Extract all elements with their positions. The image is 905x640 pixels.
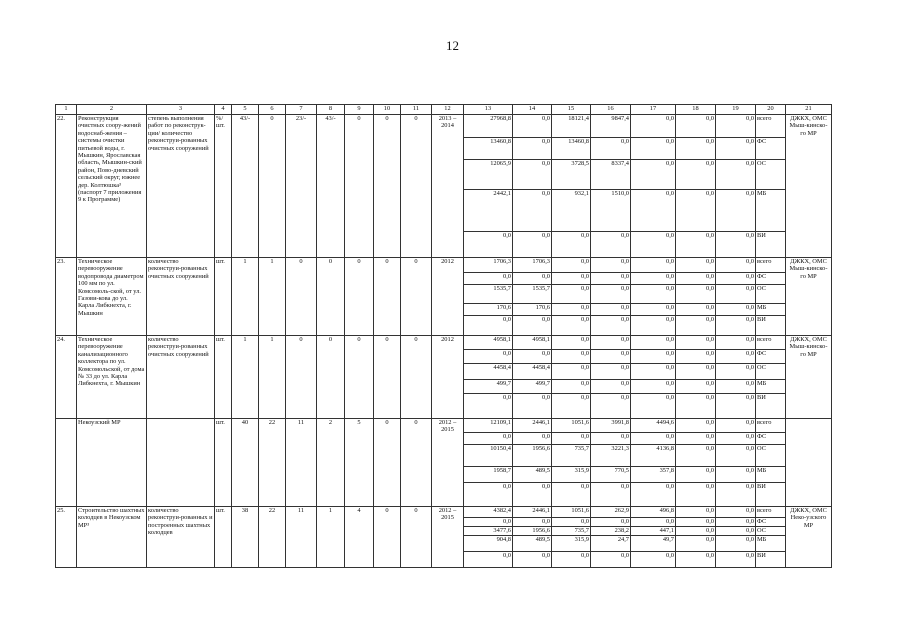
column-header: 21 [786,105,832,115]
amount-cell: 0,0 [552,258,591,273]
amount-cell: 0,0 [676,285,716,304]
amount-cell: 0,0 [676,138,716,160]
amount-cell: 0,0 [591,518,631,527]
amount-cell: 0,0 [631,380,676,394]
amount-cell: 170,6 [464,304,513,316]
funding-source: ВИ [756,394,786,419]
amount-cell: 0,0 [716,433,756,445]
amount-cell: 0,0 [513,552,552,568]
amount-cell: 0,0 [631,232,676,258]
amount-cell: 0,0 [513,483,552,507]
value-col10: 0 [374,419,401,507]
amount-cell: 0,0 [464,433,513,445]
amount-cell: 0,0 [676,273,716,285]
value-col9: 0 [345,258,374,336]
amount-cell: 4136,8 [631,445,676,467]
amount-cell: 0,0 [676,518,716,527]
amount-cell: 0,0 [591,552,631,568]
amount-cell: 0,0 [552,518,591,527]
amount-cell: 0,0 [631,433,676,445]
amount-cell: 9847,4 [591,115,631,138]
value-col7: 0 [286,336,317,419]
funding-source: МБ [756,467,786,483]
amount-cell: 0,0 [513,518,552,527]
amount-cell: 735,7 [552,527,591,536]
value-col10: 0 [374,336,401,419]
amount-cell: 0,0 [716,364,756,380]
unit: шт. [215,258,232,336]
amount-cell: 0,0 [676,445,716,467]
column-header: 9 [345,105,374,115]
amount-cell: 0,0 [552,316,591,336]
amount-cell: 0,0 [716,115,756,138]
amount-cell: 0,0 [716,552,756,568]
amount-cell: 489,5 [513,536,552,552]
amount-cell: 735,7 [552,445,591,467]
amount-cell: 1706,3 [464,258,513,273]
amount-cell: 0,0 [464,350,513,364]
column-header: 2 [77,105,147,115]
funding-source: ВИ [756,483,786,507]
amount-cell: 770,5 [591,467,631,483]
funding-source: всего [756,115,786,138]
amount-cell: 0,0 [716,138,756,160]
row-number [56,419,77,507]
object-name: Техническое перевооружение водопровода диаметром 100 мм по ул. Комсомоль-ской, от ул. Газови-кова до ул. Карла Либкнехта, г. Мышкин [77,258,147,336]
amount-cell: 18121,4 [552,115,591,138]
amount-cell: 3221,3 [591,445,631,467]
period: 2012 [432,258,464,336]
amount-cell: 447,1 [631,527,676,536]
value-col6: 22 [259,419,286,507]
column-header-row [56,105,832,115]
value-col5: 38 [232,507,259,568]
amount-cell: 0,0 [716,273,756,285]
value-col5: 40 [232,419,259,507]
value-col7: 0 [286,258,317,336]
value-col5: 43/- [232,115,259,258]
amount-cell: 27968,8 [464,115,513,138]
indicator: степень выполнения работ по реконструк-ции/ количество реконструи-рованных очистных сооружений [147,115,215,258]
amount-cell: 0,0 [464,518,513,527]
value-col6: 1 [259,336,286,419]
amount-cell: 0,0 [513,232,552,258]
period: 2012 – 2015 [432,419,464,507]
unit: шт. [215,507,232,568]
value-col11: 0 [401,115,432,258]
amount-cell: 0,0 [676,190,716,232]
unit: шт. [215,336,232,419]
column-header: 13 [464,105,513,115]
amount-cell: 0,0 [591,232,631,258]
amount-cell: 1535,7 [464,285,513,304]
value-col7: 11 [286,419,317,507]
value-col10: 0 [374,507,401,568]
column-header: 6 [259,105,286,115]
amount-cell: 0,0 [631,273,676,285]
amount-cell: 0,0 [631,552,676,568]
amount-cell: 0,0 [716,518,756,527]
amount-cell: 0,0 [676,394,716,419]
amount-cell: 489,5 [513,467,552,483]
amount-cell: 262,9 [591,507,631,518]
amount-cell: 0,0 [716,160,756,190]
object-name: Реконструкция очистных соору-жений водоснаб-жения – системы очистки питьевой воды, г. Мышкин, Ярославская область, Мышкин-ский район, Пово-дневский сельский округ, южнее дер. Колтюшка³ (паспорт 7 приложения 9 к Программе) [77,115,147,258]
column-header: 19 [716,105,756,115]
funding-source: МБ [756,536,786,552]
amount-cell: 170,6 [513,304,552,316]
amount-cell: 357,8 [631,467,676,483]
amount-cell: 0,0 [631,304,676,316]
amount-cell: 8337,4 [591,160,631,190]
amount-cell: 0,0 [513,190,552,232]
funding-source: всего [756,419,786,433]
amount-cell: 13460,8 [552,138,591,160]
column-header: 4 [215,105,232,115]
value-col8: 43/- [317,115,345,258]
amount-cell: 0,0 [552,552,591,568]
amount-cell: 0,0 [552,304,591,316]
amount-cell: 0,0 [464,552,513,568]
row-number: 22. [56,115,77,258]
amount-cell: 0,0 [716,336,756,350]
value-col11: 0 [401,419,432,507]
amount-cell: 932,1 [552,190,591,232]
amount-cell: 0,0 [591,316,631,336]
period: 2012 – 2015 [432,507,464,568]
amount-cell: 0,0 [591,364,631,380]
amount-cell: 1958,7 [464,467,513,483]
amount-cell: 1051,6 [552,419,591,433]
column-header: 1 [56,105,77,115]
row-number: 23. [56,258,77,336]
amount-cell: 0,0 [591,394,631,419]
amount-cell: 0,0 [464,273,513,285]
object-name: Некоузский МР [77,419,147,507]
amount-cell: 4458,4 [464,364,513,380]
executor: ДЖКХ, ОМС Мыш-кинско-го МР [786,258,832,336]
funding-source: ОС [756,160,786,190]
amount-cell: 0,0 [676,467,716,483]
amount-cell: 0,0 [552,380,591,394]
amount-cell: 0,0 [513,138,552,160]
amount-cell: 499,7 [464,380,513,394]
amount-cell: 10150,4 [464,445,513,467]
amount-cell: 0,0 [552,285,591,304]
amount-cell: 0,0 [716,316,756,336]
amount-cell: 49,7 [631,536,676,552]
page-number: 12 [446,38,459,53]
amount-cell: 0,0 [716,483,756,507]
amount-cell: 0,0 [631,316,676,336]
amount-cell: 2442,1 [464,190,513,232]
amount-cell: 0,0 [631,190,676,232]
amount-cell: 13460,8 [464,138,513,160]
amount-cell: 0,0 [631,285,676,304]
value-col9: 5 [345,419,374,507]
value-col11: 0 [401,258,432,336]
amount-cell: 0,0 [676,258,716,273]
amount-cell: 1956,6 [513,527,552,536]
amount-cell: 0,0 [464,394,513,419]
amount-cell: 0,0 [513,316,552,336]
amount-cell: 496,8 [631,507,676,518]
amount-cell: 0,0 [716,507,756,518]
amount-cell: 0,0 [591,304,631,316]
amount-cell: 0,0 [552,483,591,507]
funding-source: ФС [756,138,786,160]
value-col7: 23/- [286,115,317,258]
amount-cell: 0,0 [513,115,552,138]
amount-cell: 315,9 [552,467,591,483]
amount-cell: 0,0 [513,433,552,445]
funding-source: МБ [756,380,786,394]
amount-cell: 0,0 [676,536,716,552]
value-col6: 0 [259,115,286,258]
amount-cell: 238,2 [591,527,631,536]
amount-cell: 0,0 [676,483,716,507]
amount-cell: 0,0 [464,483,513,507]
amount-cell: 0,0 [676,160,716,190]
value-col10: 0 [374,258,401,336]
row-number: 25. [56,507,77,568]
value-col11: 0 [401,507,432,568]
funding-source: ВИ [756,232,786,258]
value-col8: 0 [317,258,345,336]
amount-cell: 0,0 [716,285,756,304]
executor: ДЖКХ, ОМС Мыш-кинско-го МР [786,115,832,258]
value-col8: 1 [317,507,345,568]
amount-cell: 0,0 [552,433,591,445]
funding-source: всего [756,336,786,350]
value-col10: 0 [374,115,401,258]
amount-cell: 0,0 [552,350,591,364]
amount-cell: 0,0 [716,258,756,273]
amount-cell: 0,0 [552,232,591,258]
budget-table [55,104,832,568]
amount-cell: 315,9 [552,536,591,552]
object-name: Техническое перевооружение канализационного коллектора по ул. Комсомольской, от дома № 33 до ул. Карла Либкнехта, г. Мышкин [77,336,147,419]
amount-cell: 0,0 [552,273,591,285]
amount-cell: 0,0 [513,273,552,285]
amount-cell: 0,0 [716,380,756,394]
value-col9: 0 [345,115,374,258]
amount-cell: 0,0 [631,258,676,273]
funding-source: МБ [756,190,786,232]
amount-cell: 0,0 [591,285,631,304]
value-col9: 0 [345,336,374,419]
column-header: 3 [147,105,215,115]
value-col8: 2 [317,419,345,507]
value-col9: 4 [345,507,374,568]
funding-source: ФС [756,433,786,445]
funding-source: всего [756,507,786,518]
amount-cell: 0,0 [716,394,756,419]
amount-cell: 4458,4 [513,364,552,380]
amount-cell: 0,0 [716,419,756,433]
amount-cell: 0,0 [676,336,716,350]
column-header: 5 [232,105,259,115]
amount-cell: 0,0 [716,350,756,364]
unit: %/ шт. [215,115,232,258]
amount-cell: 2446,1 [513,419,552,433]
amount-cell: 4494,6 [631,419,676,433]
amount-cell: 3477,6 [464,527,513,536]
amount-cell: 499,7 [513,380,552,394]
amount-cell: 0,0 [676,527,716,536]
amount-cell: 1706,3 [513,258,552,273]
amount-cell: 0,0 [552,394,591,419]
amount-cell: 1956,6 [513,445,552,467]
amount-cell: 0,0 [716,304,756,316]
amount-cell: 4958,1 [513,336,552,350]
amount-cell: 0,0 [676,380,716,394]
column-header: 10 [374,105,401,115]
amount-cell: 0,0 [591,433,631,445]
amount-cell: 12109,1 [464,419,513,433]
funding-source: ОС [756,527,786,536]
amount-cell: 0,0 [716,190,756,232]
funding-source: ВИ [756,552,786,568]
column-header: 20 [756,105,786,115]
amount-cell: 0,0 [676,115,716,138]
amount-cell: 0,0 [591,350,631,364]
amount-cell: 904,8 [464,536,513,552]
period: 2012 [432,336,464,419]
amount-cell: 4382,4 [464,507,513,518]
column-header: 11 [401,105,432,115]
amount-cell: 12065,9 [464,160,513,190]
value-col7: 11 [286,507,317,568]
indicator: количество реконструи-рованных очистных сооружений [147,258,215,336]
value-col6: 1 [259,258,286,336]
amount-cell: 0,0 [676,316,716,336]
amount-cell: 0,0 [676,350,716,364]
amount-cell: 0,0 [716,536,756,552]
funding-source: всего [756,258,786,273]
column-header: 16 [591,105,631,115]
amount-cell: 0,0 [591,336,631,350]
amount-cell: 0,0 [676,433,716,445]
amount-cell: 0,0 [676,507,716,518]
amount-cell: 2446,1 [513,507,552,518]
amount-cell: 0,0 [513,160,552,190]
executor: ДЖКХ, ОМС Неко-узского МР [786,507,832,568]
amount-cell: 3728,5 [552,160,591,190]
amount-cell: 1535,7 [513,285,552,304]
funding-source: МБ [756,304,786,316]
column-header: 15 [552,105,591,115]
table-row [56,336,832,350]
amount-cell: 0,0 [513,394,552,419]
amount-cell: 1051,6 [552,507,591,518]
executor: ДЖКХ, ОМС Мыш-кинско-го МР [786,336,832,419]
funding-source: ВИ [756,316,786,336]
funding-source: ФС [756,518,786,527]
column-header: 17 [631,105,676,115]
funding-source: ОС [756,285,786,304]
amount-cell: 0,0 [676,304,716,316]
amount-cell: 0,0 [513,350,552,364]
amount-cell: 0,0 [631,160,676,190]
amount-cell: 0,0 [676,232,716,258]
funding-source: ОС [756,364,786,380]
amount-cell: 0,0 [676,364,716,380]
row-number: 24. [56,336,77,419]
amount-cell: 0,0 [676,419,716,433]
amount-cell: 0,0 [464,316,513,336]
value-col6: 22 [259,507,286,568]
amount-cell: 0,0 [631,115,676,138]
table-row [56,419,832,433]
amount-cell: 0,0 [676,552,716,568]
amount-cell: 0,0 [631,364,676,380]
amount-cell: 0,0 [631,483,676,507]
amount-cell: 0,0 [631,350,676,364]
amount-cell: 0,0 [552,336,591,350]
amount-cell: 0,0 [591,258,631,273]
amount-cell: 0,0 [716,527,756,536]
amount-cell: 0,0 [631,394,676,419]
column-header: 8 [317,105,345,115]
table-row [56,507,832,518]
executor [786,419,832,507]
amount-cell: 0,0 [716,232,756,258]
amount-cell: 0,0 [591,483,631,507]
amount-cell: 24,7 [591,536,631,552]
amount-cell: 0,0 [716,467,756,483]
amount-cell: 0,0 [631,518,676,527]
value-col5: 1 [232,336,259,419]
value-col5: 1 [232,258,259,336]
value-col11: 0 [401,336,432,419]
funding-source: ФС [756,273,786,285]
amount-cell: 0,0 [631,138,676,160]
amount-cell: 0,0 [716,445,756,467]
table-row [56,258,832,273]
value-col8: 0 [317,336,345,419]
column-header: 18 [676,105,716,115]
unit: шт. [215,419,232,507]
column-header: 7 [286,105,317,115]
table-row [56,115,832,138]
amount-cell: 0,0 [631,336,676,350]
indicator: количество реконструи-рованных и построенных шахтных колодцев [147,507,215,568]
column-header: 12 [432,105,464,115]
amount-cell: 4958,1 [464,336,513,350]
indicator: количество реконструи-рованных очистных сооружений [147,336,215,419]
amount-cell: 0,0 [591,380,631,394]
period: 2013 – 2014 [432,115,464,258]
funding-source: ФС [756,350,786,364]
funding-source: ОС [756,445,786,467]
amount-cell: 0,0 [464,232,513,258]
column-header: 14 [513,105,552,115]
amount-cell: 3991,8 [591,419,631,433]
object-name: Строительство шахтных колодцев в Некоузском МР³ [77,507,147,568]
amount-cell: 0,0 [591,273,631,285]
amount-cell: 1510,0 [591,190,631,232]
amount-cell: 0,0 [552,364,591,380]
indicator [147,419,215,507]
amount-cell: 0,0 [591,138,631,160]
